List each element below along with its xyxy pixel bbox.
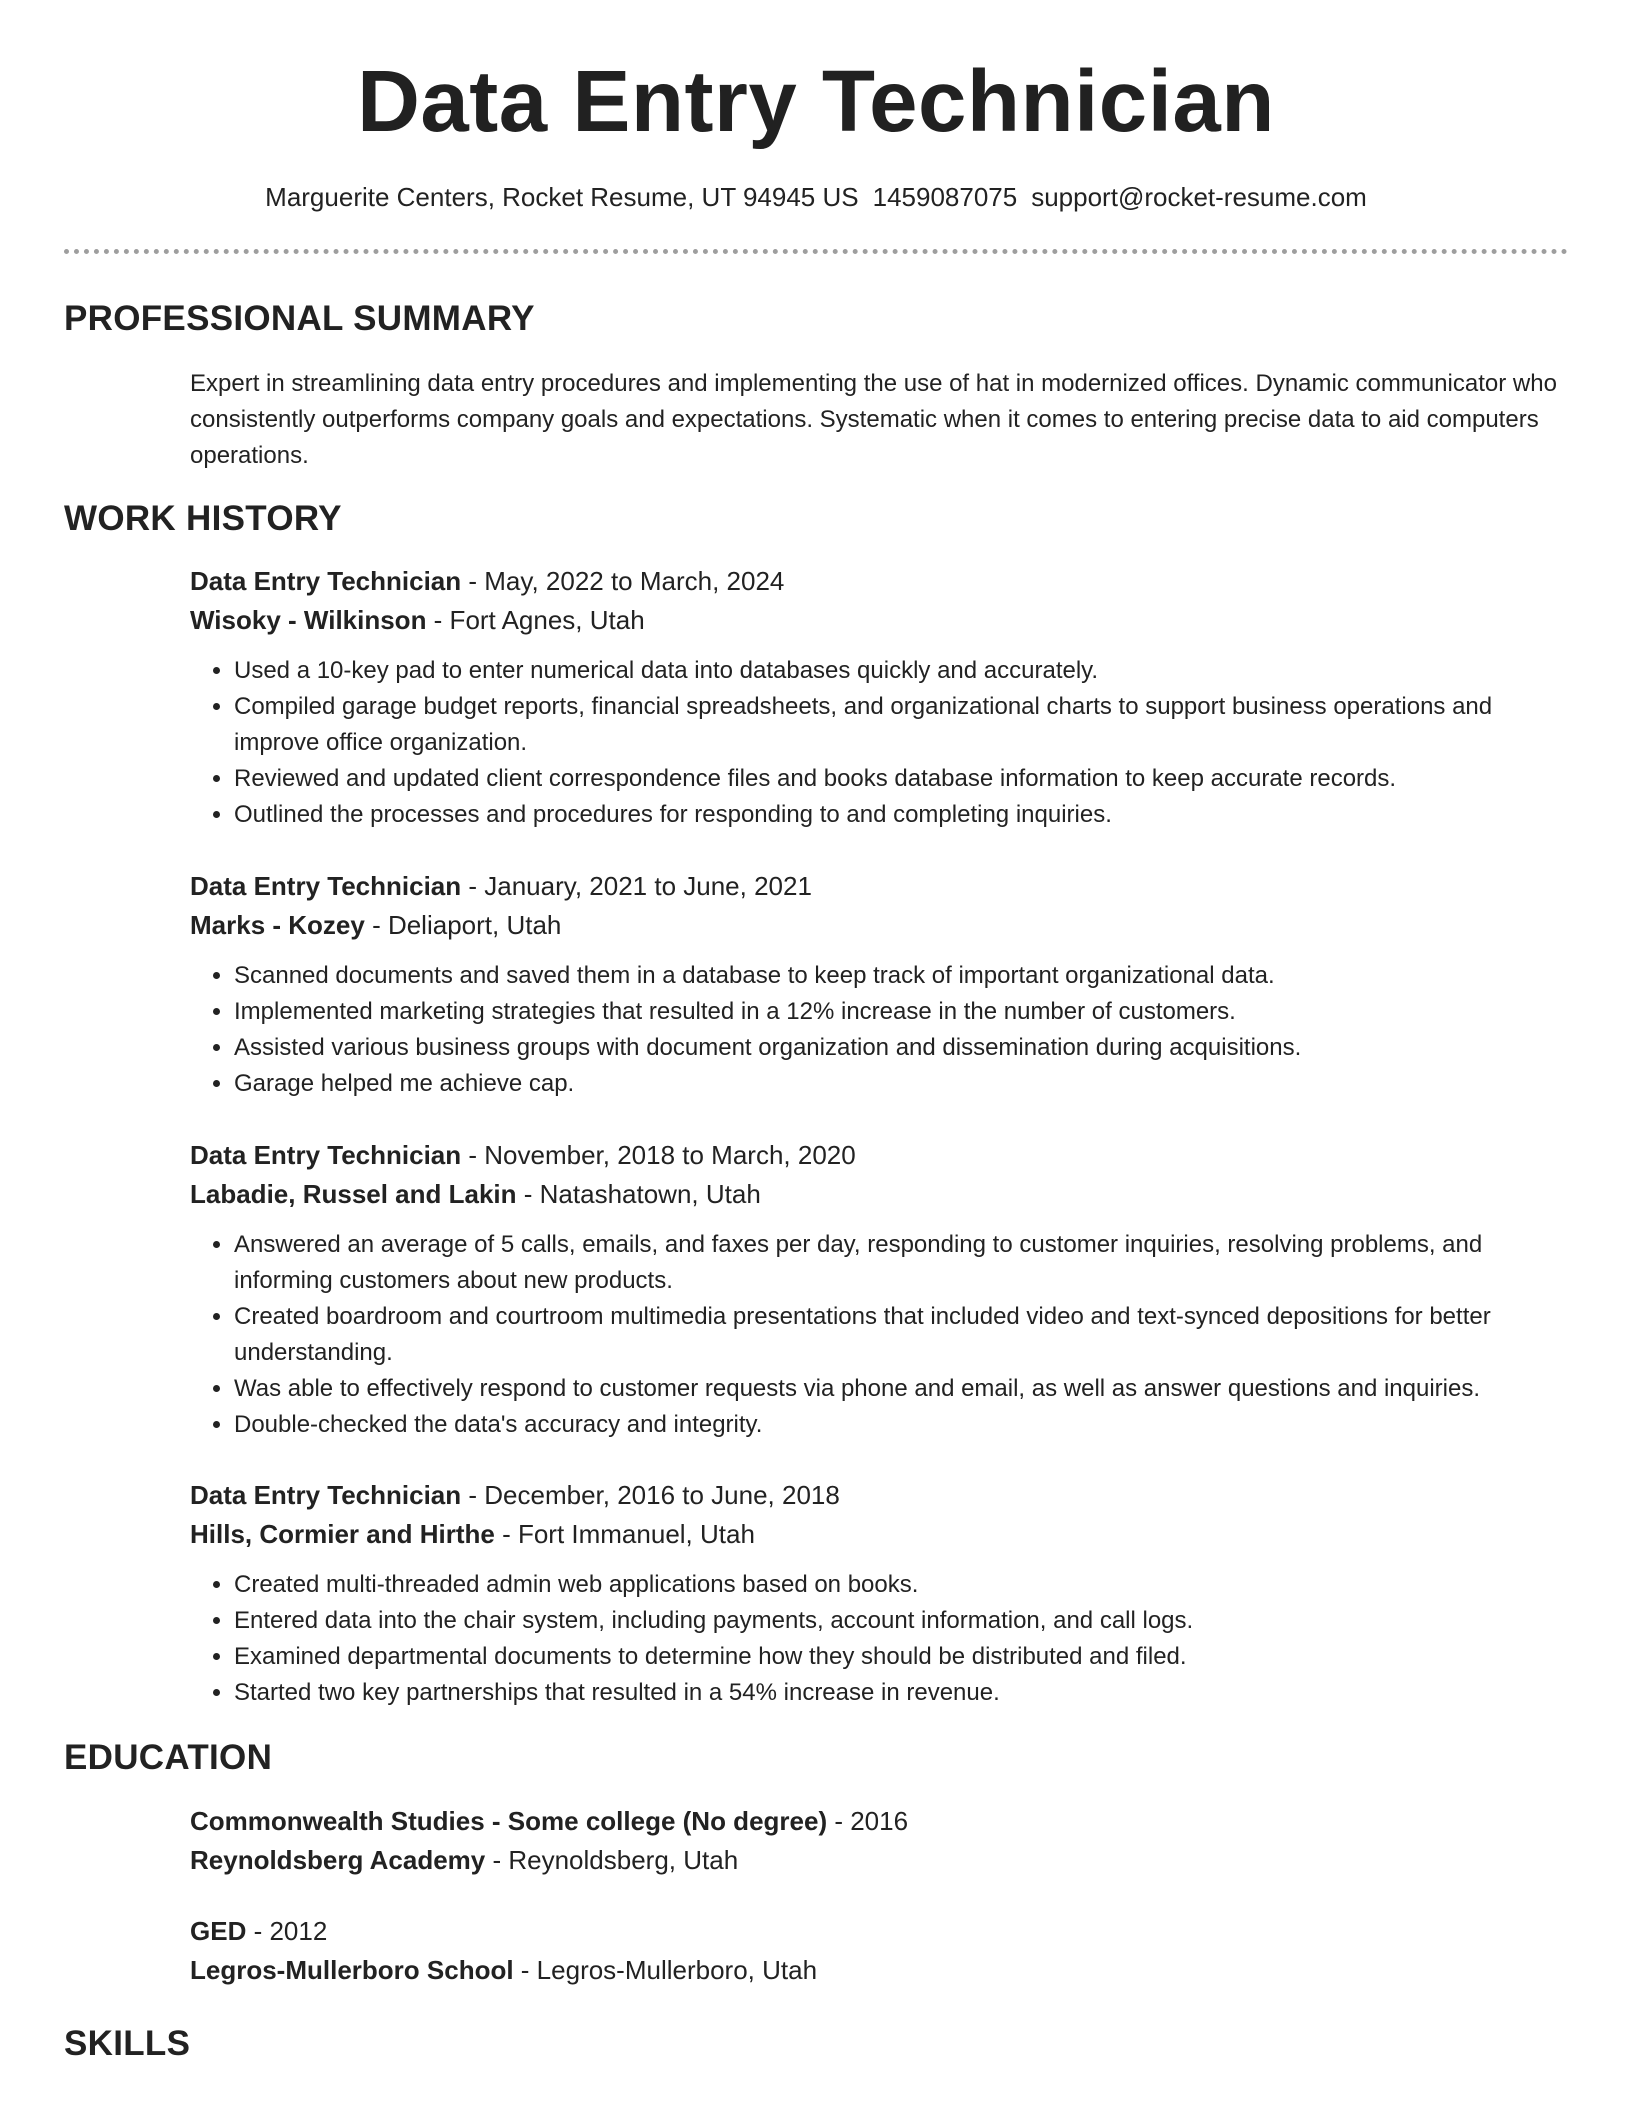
job-location: - Natashatown, Utah <box>516 1179 761 1209</box>
job-bullets <box>190 958 1570 1102</box>
contact-phone: 1459087075 <box>872 182 1018 212</box>
job-role-line <box>190 562 1570 601</box>
education-school: Reynoldsberg Academy <box>190 1845 486 1875</box>
job-bullet: • Created multi-threaded admin web applications based on books. <box>234 1567 1570 1603</box>
job-title: Data Entry Technician <box>190 1140 462 1170</box>
header-divider <box>64 249 1568 254</box>
education-location: - Reynoldsberg, Utah <box>485 1845 739 1875</box>
education-degree: Commonwealth Studies - Some college (No degree) <box>190 1806 828 1836</box>
job-bullet: • Scanned documents and saved them in a database to keep track of important organizational data. <box>234 958 1570 994</box>
job-company: Hills, Cormier and Hirthe <box>190 1519 495 1549</box>
education-degree-line <box>190 1912 1570 1951</box>
job-entry <box>190 1476 1570 1711</box>
job-location: - Deliaport, Utah <box>364 910 562 940</box>
job-title: Data Entry Technician <box>190 566 462 596</box>
job-bullet: • Double-checked the data's accuracy and integrity. <box>234 1407 1570 1443</box>
job-bullet: • Entered data into the chair system, including payments, account information, and call logs. <box>234 1603 1570 1639</box>
section-title-summary: PROFESSIONAL SUMMARY <box>64 299 535 338</box>
job-bullet: • Garage helped me achieve cap. <box>234 1066 1570 1102</box>
job-entry <box>190 562 1570 833</box>
job-company: Marks - Kozey <box>190 910 365 940</box>
job-entry <box>190 1136 1570 1443</box>
job-bullet: • Answered an average of 5 calls, emails, and faxes per day, responding to customer inquiries, resolving problems, and informing customers about new products. <box>234 1227 1570 1299</box>
job-location: - Fort Immanuel, Utah <box>494 1519 755 1549</box>
resume-name: Data Entry Technician <box>357 53 1275 150</box>
summary-text: Expert in streamlining data entry procedures and implementing the use of hat in modernized offices. Dynamic communicator who consistently outperforms company goals and expectations. Systematic when it comes to entering precise data to aid computers operations. <box>190 370 1557 469</box>
job-dates: - November, 2018 to March, 2020 <box>461 1140 856 1170</box>
section-title-skills: SKILLS <box>64 2024 191 2063</box>
contact-line <box>0 182 1632 212</box>
education-entry <box>190 1802 1570 1880</box>
job-dates: - December, 2016 to June, 2018 <box>461 1480 840 1510</box>
job-bullet: • Examined departmental documents to determine how they should be distributed and filed. <box>234 1639 1570 1675</box>
job-bullet: • Used a 10-key pad to enter numerical data into databases quickly and accurately. <box>234 653 1570 689</box>
education-year: - 2012 <box>246 1916 328 1946</box>
job-bullet: • Was able to effectively respond to customer requests via phone and email, as well as answer questions and inquiries. <box>234 1371 1570 1407</box>
education-school-line <box>190 1841 1570 1880</box>
job-title: Data Entry Technician <box>190 871 462 901</box>
job-role-line <box>190 1476 1570 1515</box>
job-bullet: • Compiled garage budget reports, financial spreadsheets, and organizational charts to support business operations and improve office organization. <box>234 689 1570 761</box>
job-company-line <box>190 601 1570 640</box>
education-school-line <box>190 1951 1570 1990</box>
education-degree-line <box>190 1802 1570 1841</box>
education-entry <box>190 1912 1570 1990</box>
job-role-line <box>190 867 1570 906</box>
job-bullet: • Created boardroom and courtroom multimedia presentations that included video and text-synced depositions for better understanding. <box>234 1299 1570 1371</box>
job-company-line <box>190 1175 1570 1214</box>
job-bullets <box>190 653 1570 833</box>
section-title-work-history: WORK HISTORY <box>64 499 342 538</box>
job-dates: - January, 2021 to June, 2021 <box>461 871 812 901</box>
contact-email: support@rocket-resume.com <box>1031 182 1367 212</box>
section-title-education: EDUCATION <box>64 1738 273 1777</box>
job-company-line <box>190 906 1570 945</box>
job-bullet: • Implemented marketing strategies that resulted in a 12% increase in the number of customers. <box>234 994 1570 1030</box>
job-dates: - May, 2022 to March, 2024 <box>461 566 785 596</box>
education-year: - 2016 <box>827 1806 909 1836</box>
job-bullet: • Outlined the processes and procedures for responding to and completing inquiries. <box>234 797 1570 833</box>
job-bullet: • Assisted various business groups with document organization and dissemination during acquisitions. <box>234 1030 1570 1066</box>
education-school: Legros-Mullerboro School <box>190 1955 514 1985</box>
job-company: Labadie, Russel and Lakin <box>190 1179 517 1209</box>
job-bullet: • Started two key partnerships that resulted in a 54% increase in revenue. <box>234 1675 1570 1711</box>
contact-address: Marguerite Centers, Rocket Resume, UT 94945 US <box>265 182 859 212</box>
job-title: Data Entry Technician <box>190 1480 462 1510</box>
job-company: Wisoky - Wilkinson <box>190 605 427 635</box>
job-role-line <box>190 1136 1570 1175</box>
job-company-line <box>190 1515 1570 1554</box>
education-degree: GED <box>190 1916 247 1946</box>
job-entry <box>190 867 1570 1102</box>
job-location: - Fort Agnes, Utah <box>426 605 645 635</box>
education-location: - Legros-Mullerboro, Utah <box>513 1955 818 1985</box>
job-bullets <box>190 1227 1570 1443</box>
job-bullets <box>190 1567 1570 1711</box>
job-bullet: • Reviewed and updated client correspondence files and books database information to keep accurate records. <box>234 761 1570 797</box>
